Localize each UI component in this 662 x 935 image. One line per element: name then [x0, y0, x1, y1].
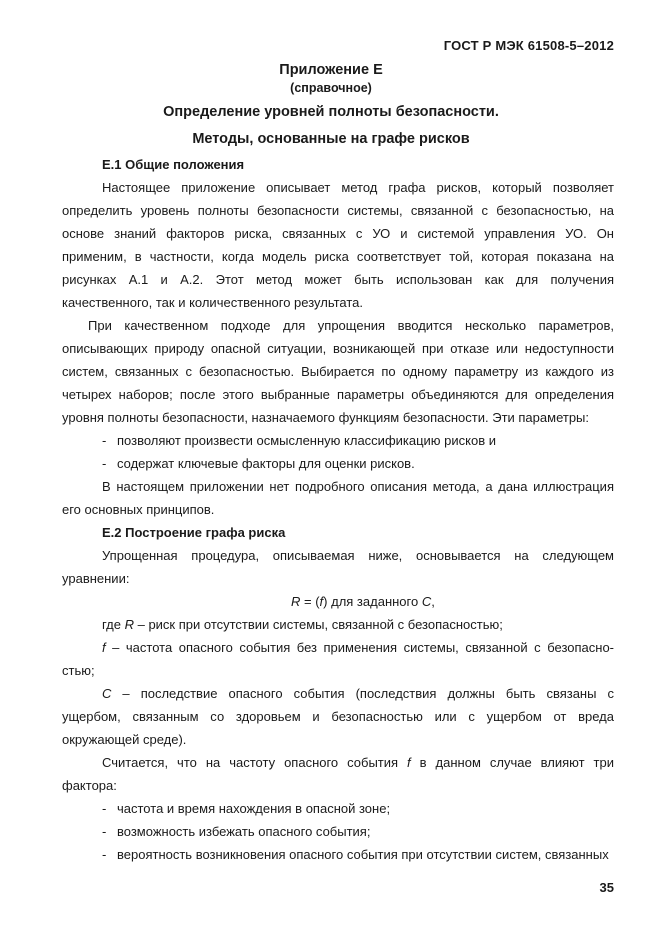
text-line: уравнении: — [62, 571, 130, 586]
text-line: Упрощенная процедура, описываемая ниже, основывается на следующем — [102, 548, 614, 563]
formula-symbol-r: R — [291, 594, 301, 609]
symbol-f: f — [407, 755, 411, 770]
section-title-line1: Определение уровней полноты безопасности. — [163, 104, 499, 120]
bullet-dash: - — [102, 433, 107, 448]
formula-text: = ( — [300, 594, 320, 609]
page-number: 35 — [599, 880, 614, 895]
text-line: его основных принципов. — [62, 502, 215, 517]
text-line: Настоящее приложение описывает метод графа рисков, который позволяет — [102, 180, 614, 195]
text-line — [62, 682, 614, 705]
formula-text: , — [431, 594, 435, 609]
symbol-f: f — [102, 640, 106, 655]
formula-symbol-c: C — [421, 594, 432, 609]
list-item-text: содержат ключевые факторы для оценки рисков. — [117, 456, 415, 471]
symbol-c: C — [102, 686, 112, 701]
definition-c — [62, 682, 614, 751]
subsection-heading-e2: Е.2 Построение графа риска — [102, 525, 286, 540]
definition-text: – риск при отсутствии системы, связанной с безопасностью; — [133, 617, 503, 632]
text-line: фактора: — [62, 778, 117, 793]
definition-r — [62, 613, 614, 636]
text-line: В настоящем приложении нет подробного описания метода, а дана иллюстрация — [102, 479, 614, 494]
definition-text: – последствие опасного события (последствия должны быть связаны с — [111, 686, 614, 701]
text-line: определить уровень полноты безопасности системы, связанной с безопасностью, на — [62, 203, 614, 218]
text-line: описывающих природу опасной ситуации, возникающей при отказе или недоступности — [62, 341, 614, 356]
list-item — [62, 452, 614, 475]
text-line — [62, 636, 614, 659]
text-fragment: Считается, что на частоту опасного события — [102, 755, 408, 770]
bullet-dash: - — [102, 847, 107, 862]
paragraph-e2-factors — [62, 751, 614, 797]
list-item — [62, 843, 614, 866]
list-item — [62, 820, 614, 843]
section-title-line2: Методы, основанные на графе рисков — [192, 131, 470, 147]
text-line: окружающей среде). — [62, 732, 187, 747]
symbol-r: R — [124, 617, 134, 632]
appendix-type: (справочное) — [290, 81, 372, 95]
bullet-dash: - — [102, 801, 107, 816]
text-line: четырех наборов; после этого выбранные параметры объединяются для определения — [62, 387, 614, 402]
text-line: уровня полноты безопасности, назначаемого функциям безопасности. Эти параметры: — [62, 410, 590, 425]
risk-formula — [62, 590, 614, 613]
definition-f — [62, 636, 614, 682]
text-line — [62, 751, 614, 774]
bullet-dash: - — [102, 456, 107, 471]
list-item-text: вероятность возникновения опасного события при отсутствии систем, связанных — [117, 847, 609, 862]
appendix-title: Приложение Е — [279, 62, 383, 78]
text-line: качественного, так и количественного результата. — [62, 295, 363, 310]
paragraph-e1-qualitative — [62, 314, 614, 429]
text-line: рисунках А.1 и А.2. Этот метод может быть использован как для получения — [62, 272, 614, 287]
text-line: ущербом, связанным со здоровьем и безопасностью или с ущербом от вреда — [62, 709, 614, 724]
bullet-dash: - — [102, 824, 107, 839]
definition-text: – частота опасного события без применения системы, связанной с безопасно- — [105, 640, 614, 655]
paragraph-e1-note — [62, 475, 614, 521]
text-fragment: в данном случае влияют три — [410, 755, 614, 770]
list-item — [62, 797, 614, 820]
document-code: ГОСТ Р МЭК 61508-5–2012 — [443, 38, 614, 53]
document-body — [62, 153, 614, 866]
formula-symbol-f: f — [319, 594, 324, 609]
text-line: систем, связанных с безопасностью. Выбирается по одному параметру из каждого из — [62, 364, 614, 379]
formula-text: ) для заданного — [323, 594, 422, 609]
paragraph-e1-intro — [62, 176, 614, 314]
paragraph-e2-intro — [62, 544, 614, 590]
list-item — [62, 429, 614, 452]
text-line: стью; — [62, 663, 95, 678]
text-line: основе знаний факторов риска, связанных с УО и системой управления УО. Он — [62, 226, 614, 241]
subsection-heading-e1: Е.1 Общие положения — [102, 157, 245, 172]
text-line: При качественном подходе для упрощения вводится несколько параметров, — [88, 318, 614, 333]
definition-prefix: где — [102, 617, 125, 632]
text-line: применим, в частности, когда модель риска соответствует той, которая показана на — [62, 249, 614, 264]
list-item-text: частота и время нахождения в опасной зоне; — [117, 801, 391, 816]
list-item-text: возможность избежать опасного события; — [117, 824, 371, 839]
list-item-text: позволяют произвести осмысленную классификацию рисков и — [117, 433, 497, 448]
